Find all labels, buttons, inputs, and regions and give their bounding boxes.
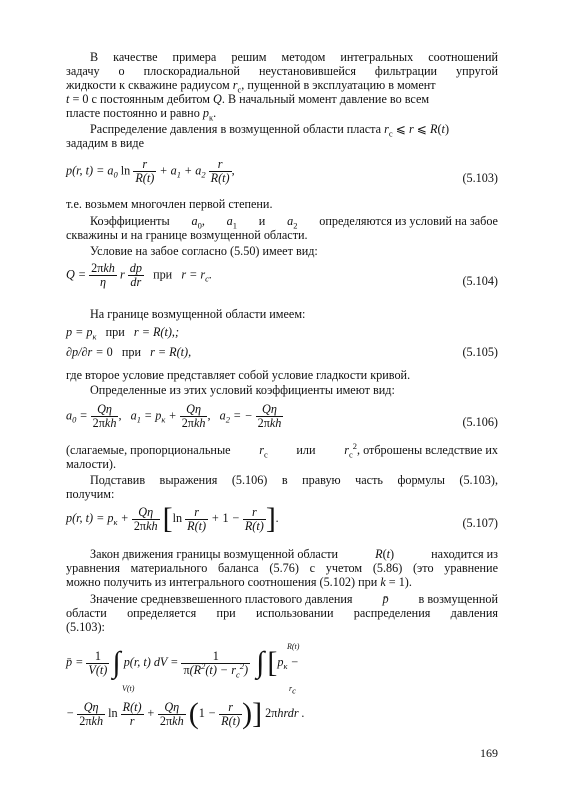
text-line: жидкости к скважине радиусом $r_c$, пущенной в эксплуатацию в момент	[66, 78, 436, 95]
equation-number: (5.104)	[462, 274, 498, 288]
equation-5-103: p(r, $t) = a_0$ ln $\frac{r}{R(t)}$ + $a_1 + a_2$ $\frac{r}{R(t)}$ ,	[66, 157, 235, 185]
text-line: можно получить из интегрального соотношения (5.102) при k = 1).	[66, 575, 412, 589]
text-fragment: Значение средневзвешенного пластового давления	[90, 592, 353, 606]
page-number: 169	[480, 746, 498, 760]
integral-lower-limit: $r_c$	[289, 684, 296, 696]
text-line: малости).	[66, 457, 116, 471]
word-pri: при	[121, 345, 141, 359]
integral-lower-limit: V(t)	[122, 684, 135, 693]
text-fragment: Коэффициенты	[90, 214, 170, 228]
text-fragment: в возмущенной	[418, 592, 498, 606]
text-line: (5.103):	[66, 620, 105, 634]
text-fragment: = 0 с постоянным дебитом	[72, 92, 210, 106]
text-line: (слагаемые, пропорциональные $r_c$ или $r_c^2$, отброшены вследствие их	[66, 440, 498, 460]
text-line: t = 0 с постоянным дебитом Q. В начальный момент давление во всем	[66, 92, 430, 106]
integral-upper-limit: R(t)	[287, 642, 300, 651]
text-line: зададим в виде	[66, 136, 145, 150]
equation-number: (5.107)	[462, 516, 498, 530]
equation-number: (5.103)	[462, 171, 498, 185]
text-fragment: жидкости к скважине радиусом	[66, 78, 230, 92]
equation-number: (5.105)	[462, 345, 498, 359]
equation-5-104: Q = 2πkh η r $\frac{dp}{dr}$ при $r = r_c$.	[66, 261, 212, 289]
text-fragment: (слагаемые, пропорциональные	[66, 443, 231, 457]
text-line: Условие на забое согласно (5.50) имеет вид:	[90, 244, 318, 258]
text-line: Подставив выражения (5.106) в правую часть формулы (5.103),	[90, 473, 498, 487]
word-pri: при	[105, 325, 125, 339]
text-fragment: или	[296, 443, 316, 457]
equation-average-pressure-line1: p̄ = $\frac{1}{V(t)}$ ∫ p(r, t) dV = $\frac{1}{\pi(R^2(t) - r_c^2)}$ ∫ [$p_к$ −	[66, 646, 299, 679]
equation-5-105-line1: $p = p_к$ при r = R(t),;	[66, 325, 180, 342]
text-fragment: находится из	[431, 547, 498, 561]
text-fragment: можно получить из интегрального соотношения (5.102) при	[66, 575, 378, 589]
text-fragment: = 1).	[388, 575, 412, 589]
text-fragment: . В начальный момент давление во всем	[221, 92, 430, 106]
text-line: Распределение давления в возмущенной области пласта $r_c$ ⩽ r ⩽ R(t)	[90, 122, 449, 139]
text-fragment: Закон движения границы возмущенной области	[90, 547, 339, 561]
text-line: На границе возмущенной области имеем:	[90, 307, 306, 321]
text-fragment: , пущенной в эксплуатацию в момент	[241, 78, 436, 92]
text-line: получим:	[66, 487, 115, 501]
text-line: пласте постоянно и равно $p_к$.	[66, 106, 217, 123]
text-line: Коэффициенты $a_0$, $a_1$ и $a_2$ определяются из условий на забое	[90, 214, 498, 231]
text-fragment: и	[258, 214, 266, 228]
text-line: т.е. возьмем многочлен первой степени.	[66, 197, 273, 211]
equation-5-105-line2: ∂p/∂r = 0 при r = R(t),	[66, 345, 192, 359]
text-fragment: определяются из условий на забое	[319, 214, 498, 228]
text-line: где второе условие представляет собой условие гладкости кривой.	[66, 368, 411, 382]
text-line: задачу о плоскорадиальной неустановившейся фильтрации упругой	[66, 64, 498, 78]
text-line: уравнения материального баланса (5.76) с учетом (5.86) (это уравнение	[66, 561, 498, 575]
text-line: Закон движения границы возмущенной области R(t) находится из	[90, 547, 498, 561]
equation-number: (5.106)	[462, 415, 498, 429]
text-line: Значение средневзвешенного пластового давления p̄ в возмущенной	[90, 592, 498, 606]
word-pri: при	[153, 267, 173, 282]
text-fragment: Распределение давления в возмущенной области пласта	[90, 122, 382, 136]
text-line: Определенные из этих условий коэффициенты имеют вид:	[90, 383, 395, 397]
equation-5-106: $a_0$ = Qη 2πkh , $a_1 = p_к$ + Qη 2πkh , $a_2$ = − Qη 2πkh	[66, 402, 282, 430]
text-line: В качестве примера решим методом интегральных соотношений	[90, 50, 498, 64]
text-fragment: пласте постоянно и равно	[66, 106, 200, 120]
text-fragment: , отброшены вследствие их	[356, 443, 498, 457]
equation-average-pressure-line2: − Qη 2πkh ln $\frac{R(t)}{r}$ + Qη 2πkh (1 − $\frac{r}{R(t)}$ )] 2πhrdr .	[66, 697, 305, 730]
equation-5-107: p(r, $t) = p_к$ + Qη 2πkh [ln $\frac{r}{R(t)}$ + 1 − $\frac{r}{R(t)}$ ].	[66, 502, 279, 535]
text-line: области определяется при использовании распределения давления	[66, 606, 498, 620]
text-line: скважины и на границе возмущенной области.	[66, 228, 308, 242]
